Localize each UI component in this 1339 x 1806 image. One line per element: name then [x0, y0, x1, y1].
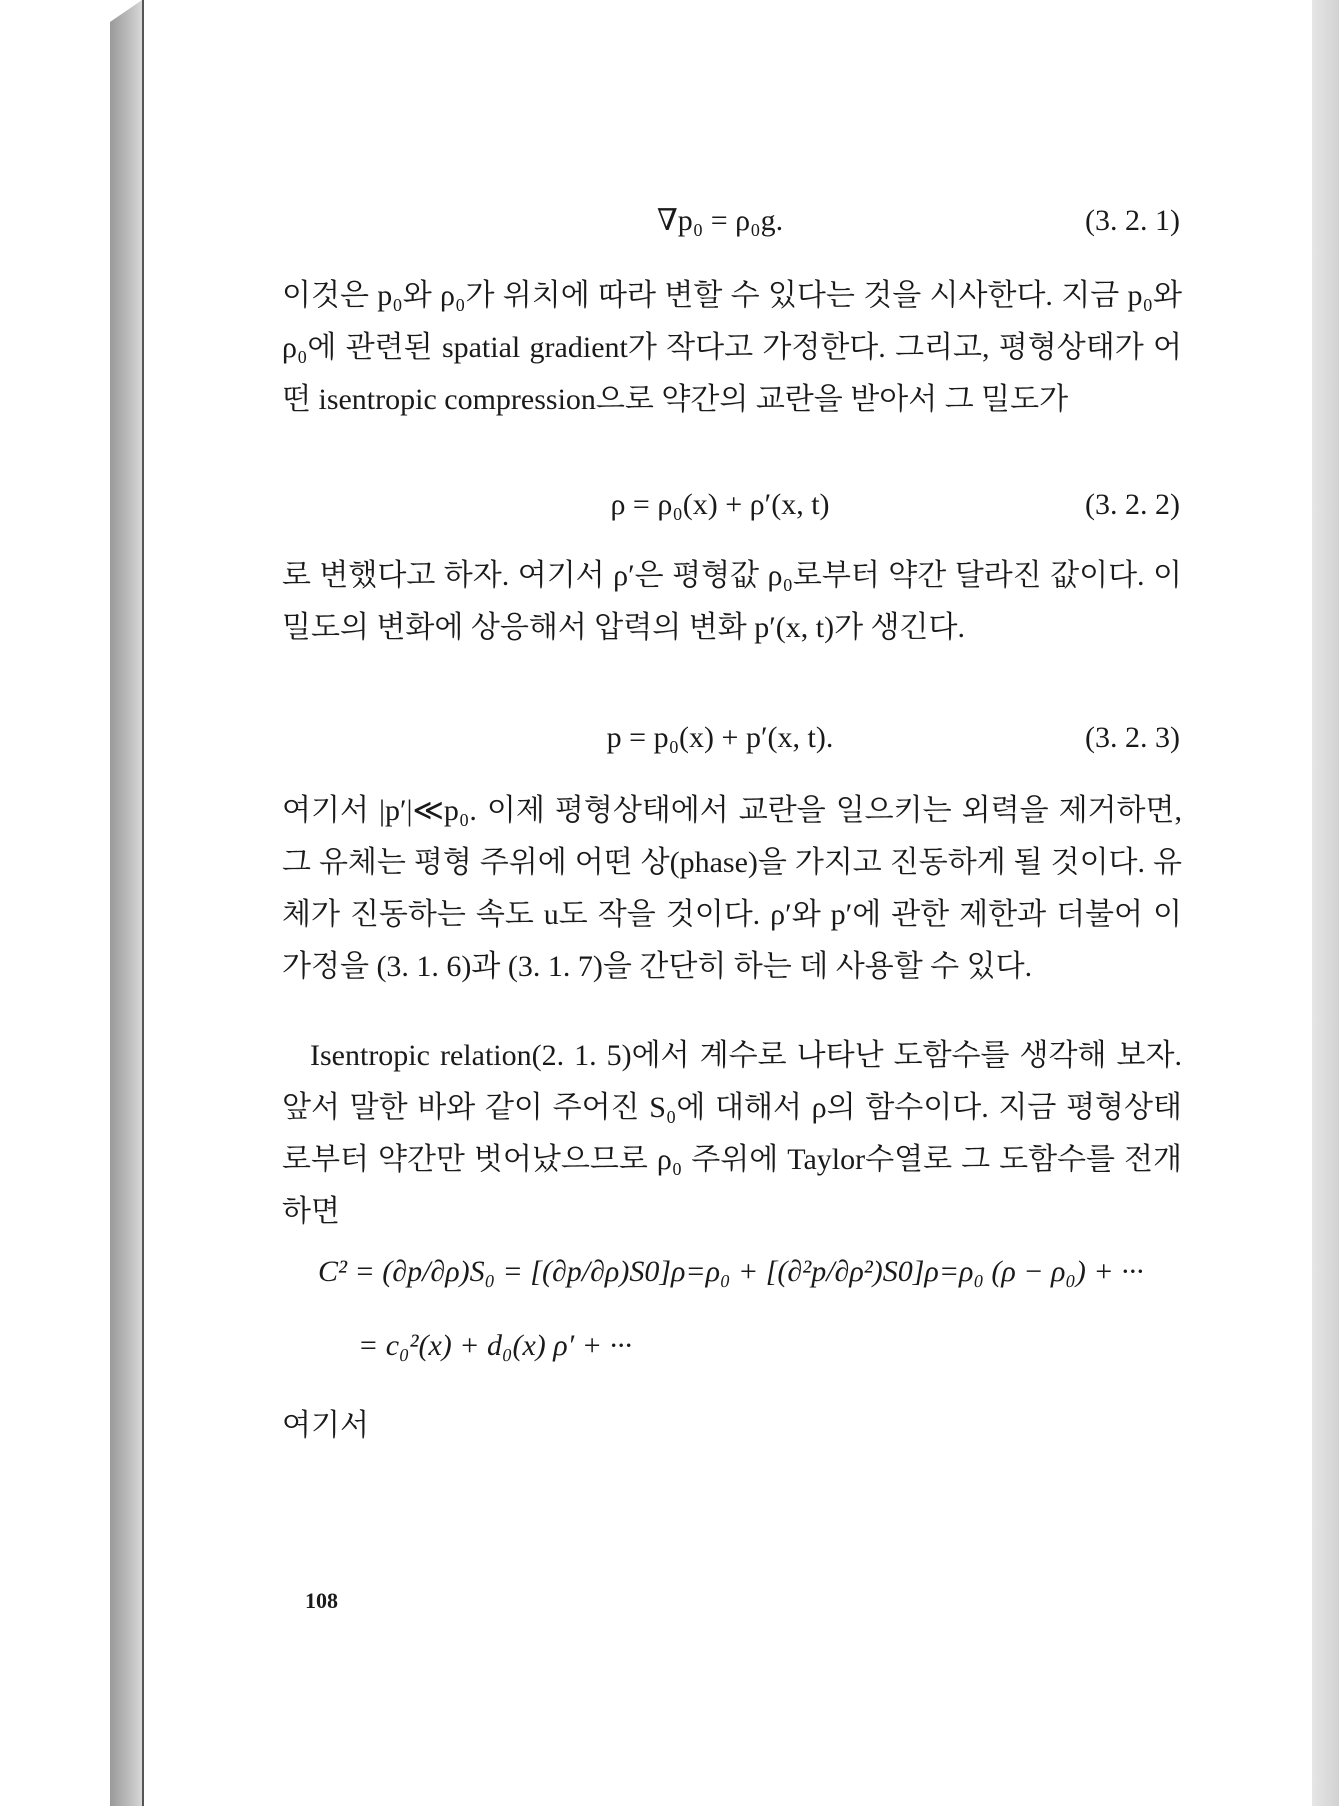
- paragraph-2: 로 변했다고 하자. 여기서 ρ′은 평형값 ρ₀로부터 약간 달라진 값이다. 이 밀도의 변화에 상응해서 압력의 변화 p′(x, t)가 생긴다.: [282, 559, 1182, 644]
- paragraph-5: 여기서: [282, 1409, 369, 1442]
- equation-3-2-2: [260, 482, 1180, 528]
- formula-line-1: C² = (∂p/∂ρ)S₀ = [(∂p/∂ρ)S0]ρ=ρ₀ + [(∂²p/∂ρ²)S0]ρ=ρ₀ (ρ − ρ₀) + ···: [318, 1255, 1144, 1288]
- equation-expression: ρ = ρ₀(x) + ρ′(x, t): [610, 488, 830, 521]
- page-edge: [1312, 0, 1339, 1806]
- paragraph-3: 여기서 |p′|≪p₀. 이제 평형상태에서 교란을 일으키는 외력을 제거하면, 그 유체는 평형 주위에 어떤 상(phase)을 가지고 진동하게 될 것이다. 유체가 진동하는 속도 u도 작을 것이다. ρ′와 p′에 관한 제한과 더불어 이 가정을 (3. 1. 6)과 (3. 1. 7)을 간단히 하는 데 사용할 수 있다.: [282, 794, 1182, 983]
- equation-3-2-3: [260, 715, 1180, 761]
- equation-expression: p = p₀(x) + p′(x, t).: [606, 721, 834, 754]
- equation-3-2-1: [260, 198, 1180, 244]
- formula-line-2: = c₀²(x) + d₀(x) ρ′ + ···: [358, 1329, 632, 1362]
- book-spine: [110, 0, 142, 1806]
- taylor-expansion-formula: [318, 1255, 1178, 1415]
- equation-number: (3. 2. 2): [1085, 488, 1180, 521]
- equation-number: (3. 2. 3): [1085, 721, 1180, 754]
- paragraph-1: 이것은 p₀와 ρ₀가 위치에 따라 변할 수 있다는 것을 시사한다. 지금 p₀와 ρ₀에 관련된 spatial gradient가 작다고 가정한다. 그리고, 평형상태가 어떤 isentropic compression으로 약간의 교란을 받아서 그 밀도가: [282, 279, 1182, 416]
- paragraph-4: Isentropic relation(2. 1. 5)에서 계수로 나타난 도함수를 생각해 보자. 앞서 말한 바와 같이 주어진 S₀에 대해서 ρ의 함수이다. 지금 평형상태로부터 약간만 벗어났으므로 ρ₀ 주위에 Taylor수열로 그 도함수를 전개하면: [282, 1039, 1182, 1228]
- equation-number: (3. 2. 1): [1085, 204, 1180, 237]
- page-number: 108: [305, 1588, 338, 1613]
- equation-expression: ∇p₀ = ρ₀g.: [656, 204, 784, 237]
